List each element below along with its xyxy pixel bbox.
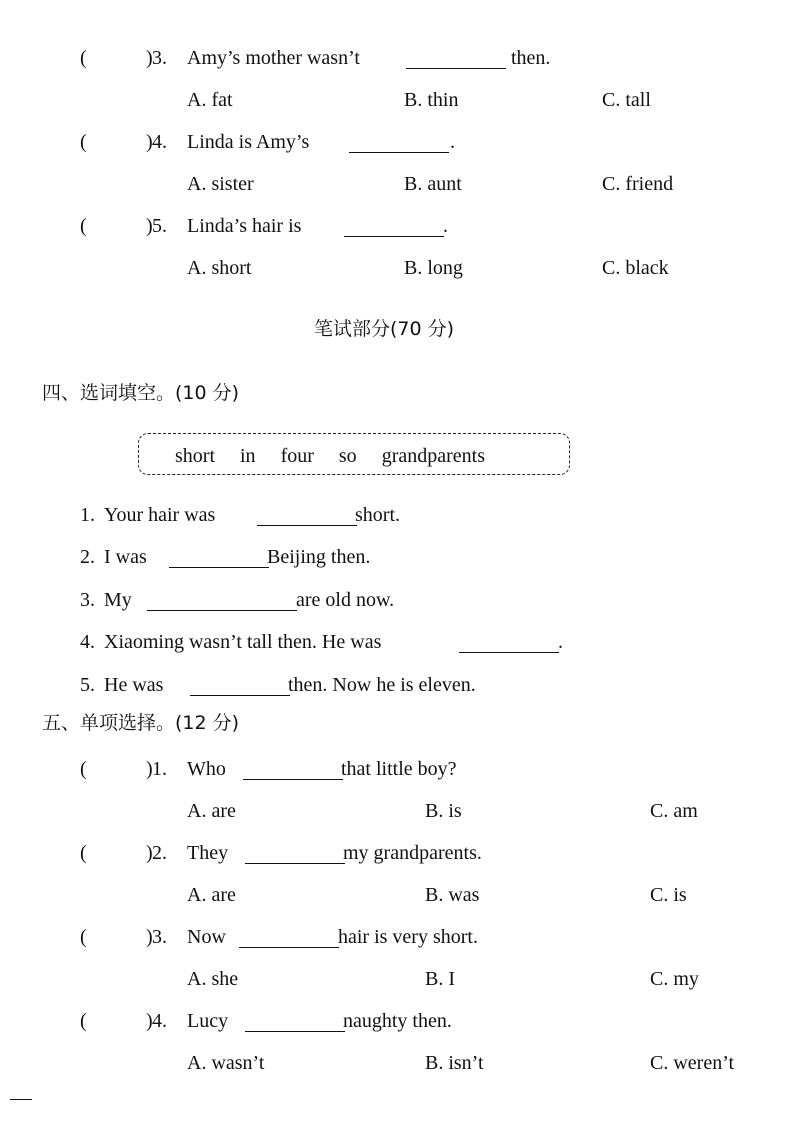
answer-blank[interactable]: [169, 549, 269, 568]
question-text: Linda’s hair is: [187, 215, 302, 237]
option-c[interactable]: C. friend: [602, 173, 674, 195]
question-text-end: .: [450, 131, 455, 153]
answer-paren-open[interactable]: (: [80, 131, 87, 153]
answer-paren-open[interactable]: (: [80, 215, 87, 237]
item-text-end: .: [558, 631, 563, 653]
question-text: Now: [187, 926, 226, 948]
word-bank-item: so: [338, 445, 357, 467]
question-number: 4.: [152, 1010, 167, 1032]
word-bank: [175, 445, 505, 468]
option-b[interactable]: B. was: [425, 884, 480, 906]
item-number: 3.: [80, 589, 95, 611]
answer-blank[interactable]: [190, 677, 290, 696]
question-text: Amy’s mother wasn’t: [187, 47, 360, 69]
item-number: 4.: [80, 631, 95, 653]
question-number: 2.: [152, 842, 167, 864]
answer-blank[interactable]: [349, 134, 449, 153]
option-a[interactable]: A. are: [187, 800, 236, 822]
answer-paren-close: ): [146, 1010, 153, 1032]
question-text: They: [187, 842, 229, 864]
item-text-end: Beijing then.: [267, 546, 371, 568]
answer-paren-close: ): [146, 47, 153, 69]
word-bank-box: [138, 433, 570, 475]
question-number: 4.: [152, 131, 167, 153]
question-text-end: .: [443, 215, 448, 237]
word-bank-item: four: [280, 445, 314, 467]
answer-blank[interactable]: [239, 929, 339, 948]
question-text: Linda is Amy’s: [187, 131, 310, 153]
question-text-end: naughty then.: [343, 1010, 452, 1032]
answer-blank[interactable]: [147, 592, 297, 611]
answer-paren-open[interactable]: (: [80, 758, 87, 780]
option-b[interactable]: B. aunt: [404, 173, 462, 195]
option-c[interactable]: C. tall: [602, 89, 651, 111]
option-c[interactable]: C. black: [602, 257, 669, 279]
question-number: 1.: [152, 758, 167, 780]
question-text: Lucy: [187, 1010, 229, 1032]
item-text: I was: [104, 546, 147, 568]
answer-paren-close: ): [146, 131, 153, 153]
option-a[interactable]: A. are: [187, 884, 236, 906]
item-text-end: short.: [355, 504, 400, 526]
option-a[interactable]: A. wasn’t: [187, 1052, 265, 1074]
item-number: 2.: [80, 546, 95, 568]
option-b[interactable]: B. thin: [404, 89, 459, 111]
question-number: 3.: [152, 47, 167, 69]
option-a[interactable]: A. short: [187, 257, 252, 279]
question-text-end: my grandparents.: [343, 842, 482, 864]
question-text-end: that little boy?: [341, 758, 457, 780]
option-c[interactable]: C. am: [650, 800, 698, 822]
answer-paren-close: ): [146, 215, 153, 237]
item-text: He was: [104, 674, 164, 696]
question-text-end: then.: [511, 47, 551, 69]
answer-paren-close: ): [146, 926, 153, 948]
item-text: Your hair was: [104, 504, 216, 526]
option-b[interactable]: B. I: [425, 968, 455, 990]
option-a[interactable]: A. fat: [187, 89, 233, 111]
item-number: 1.: [80, 504, 95, 526]
item-text-end: are old now.: [296, 589, 395, 611]
question-number: 3.: [152, 926, 167, 948]
answer-blank[interactable]: [406, 50, 506, 69]
page-edge-mark: [10, 1099, 32, 1100]
word-bank-item: short: [175, 445, 215, 467]
answer-paren-open[interactable]: (: [80, 47, 87, 69]
word-bank-item: in: [240, 445, 256, 467]
section-4-title: 四、选词填空。(10 分): [42, 382, 240, 404]
answer-paren-open[interactable]: (: [80, 842, 87, 864]
item-text-end: then. Now he is eleven.: [288, 674, 476, 696]
question-text: Who: [187, 758, 226, 780]
written-part-title: 笔试部分(70 分): [314, 318, 455, 340]
question-number: 5.: [152, 215, 167, 237]
option-c[interactable]: C. my: [650, 968, 699, 990]
option-b[interactable]: B. is: [425, 800, 462, 822]
section-5-title: 五、单项选择。(12 分): [42, 712, 240, 734]
item-number: 5.: [80, 674, 95, 696]
question-text-end: hair is very short.: [338, 926, 478, 948]
answer-blank[interactable]: [257, 507, 357, 526]
answer-paren-close: ): [146, 758, 153, 780]
answer-blank[interactable]: [344, 218, 444, 237]
answer-paren-close: ): [146, 842, 153, 864]
answer-paren-open[interactable]: (: [80, 1010, 87, 1032]
word-bank-item: grandparents: [381, 445, 485, 467]
answer-paren-open[interactable]: (: [80, 926, 87, 948]
option-b[interactable]: B. isn’t: [425, 1052, 484, 1074]
option-a[interactable]: A. sister: [187, 173, 254, 195]
answer-blank[interactable]: [459, 634, 559, 653]
option-c[interactable]: C. is: [650, 884, 687, 906]
item-text: Xiaoming wasn’t tall then. He was: [104, 631, 382, 653]
answer-blank[interactable]: [243, 761, 343, 780]
answer-blank[interactable]: [245, 845, 345, 864]
option-b[interactable]: B. long: [404, 257, 463, 279]
option-a[interactable]: A. she: [187, 968, 239, 990]
item-text: My: [104, 589, 132, 611]
answer-blank[interactable]: [245, 1013, 345, 1032]
option-c[interactable]: C. weren’t: [650, 1052, 735, 1074]
